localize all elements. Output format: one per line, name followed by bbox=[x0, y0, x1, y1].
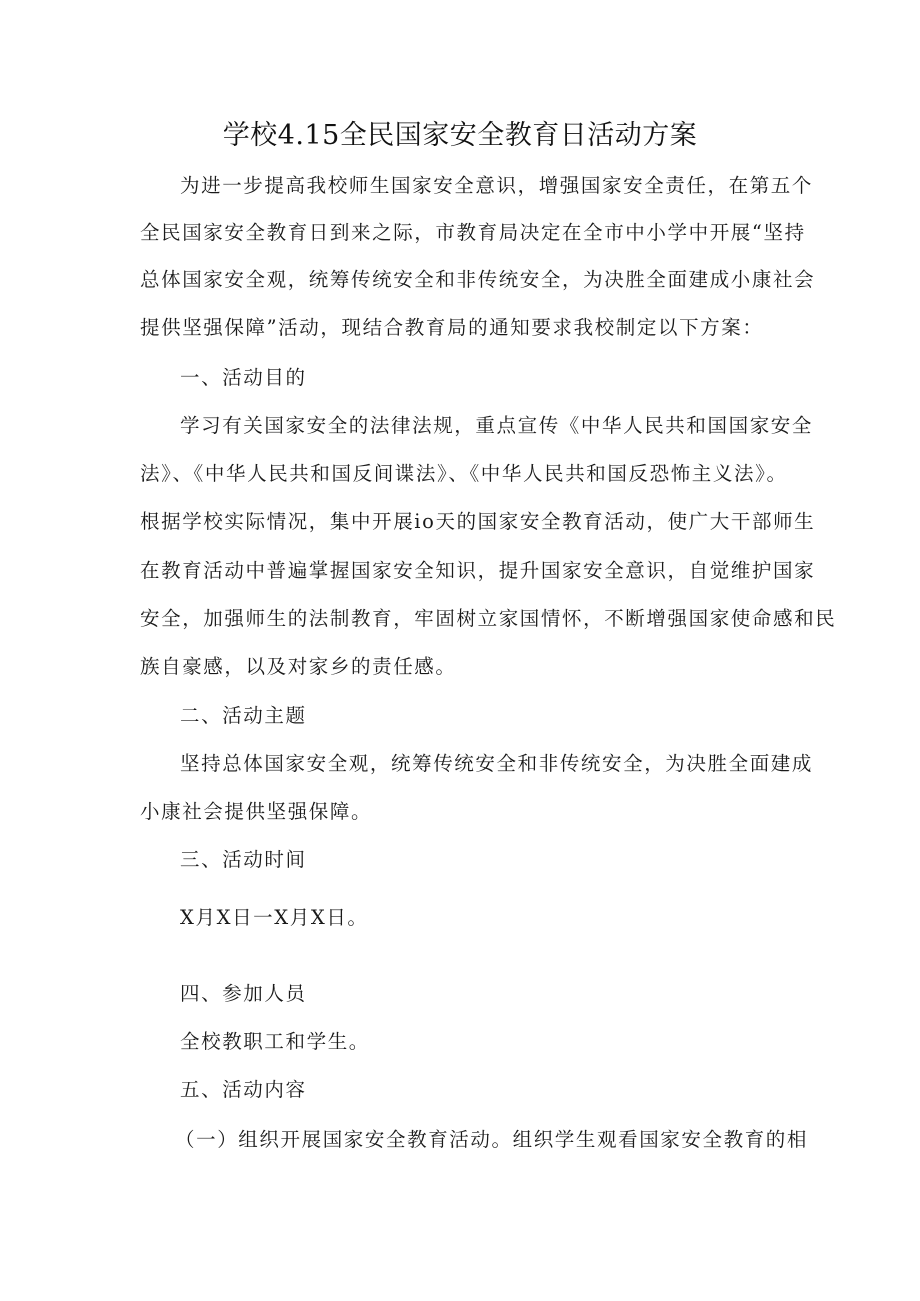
paragraph-line: 根据学校实际情况，集中开展io天的国家安全教育活动，使广大干部师生 bbox=[140, 510, 816, 533]
paragraph-line: （一）组织开展国家安全教育活动。组织学生观看国家安全教育的相 bbox=[175, 1128, 809, 1151]
paragraph-line: 全民国家安全教育日到来之际，市教育局决定在全市中小学中开展“坚持 bbox=[140, 221, 806, 244]
paragraph-line: X月X日一X月X日。 bbox=[180, 906, 369, 929]
paragraph-line: 提供坚强保障”活动，现结合教育局的通知要求我校制定以下方案： bbox=[140, 316, 764, 339]
section-heading: 一、活动目的 bbox=[180, 366, 307, 389]
paragraph-line: 法》、《中华人民共和国反间谍法》、《中华人民共和国反恐怖主义法》。 bbox=[140, 462, 788, 485]
paragraph-line: 在教育活动中普遍掌握国家安全知识，提升国家安全意识，自觉维护国家 bbox=[140, 559, 816, 582]
paragraph-line: 族自豪感，以及对家乡的责任感。 bbox=[140, 655, 457, 678]
section-heading: 二、活动主题 bbox=[180, 704, 307, 727]
paragraph-line: 坚持总体国家安全观，统筹传统安全和非传统安全，为决胜全面建成 bbox=[180, 752, 814, 775]
paragraph-line: 安全，加强师生的法制教育，牢固树立家国情怀，不断增强国家使命感和民 bbox=[140, 607, 837, 630]
section-heading: 五、活动内容 bbox=[180, 1078, 307, 1101]
paragraph-line: 小康社会提供坚强保障。 bbox=[140, 800, 373, 823]
section-heading: 三、活动时间 bbox=[180, 848, 307, 871]
paragraph-line: 全校教职工和学生。 bbox=[180, 1030, 370, 1053]
document-title: 学校4.15全民国家安全教育日活动方案 bbox=[222, 120, 698, 151]
paragraph-line: 为进一步提高我校师生国家安全意识，增强国家安全责任，在第五个 bbox=[180, 174, 814, 197]
section-heading: 四、参加人员 bbox=[180, 982, 307, 1005]
paragraph-line: 总体国家安全观，统筹传统安全和非传统安全，为决胜全面建成小康社会 bbox=[140, 268, 816, 291]
paragraph-line: 学习有关国家安全的法律法规，重点宣传《中华人民共和国国家安全 bbox=[180, 414, 814, 437]
